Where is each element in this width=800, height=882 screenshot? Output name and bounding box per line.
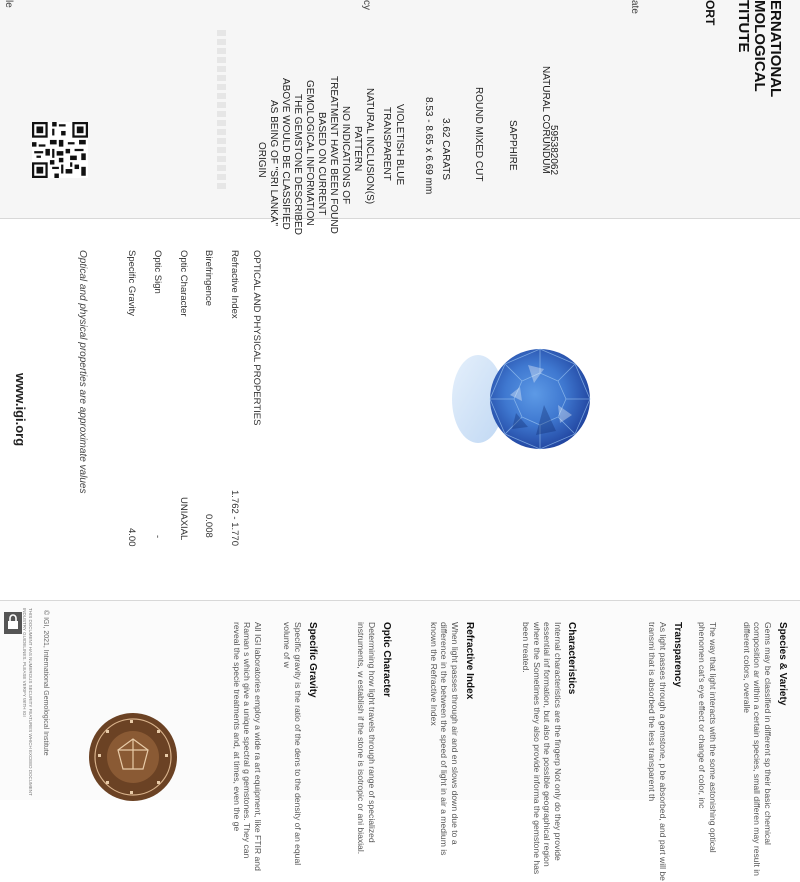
optic-character-text: Determining how light travels through range of specialized instruments, w establish if the stone is isotropic or ani biaxial. bbox=[356, 622, 377, 855]
comment-line: TREATMENT HAVE BEEN FOUND bbox=[328, 76, 339, 234]
specific-gravity-text: Specific gravity is the ratio of the dens to the density of an equal volume of w bbox=[282, 622, 303, 866]
fold-line bbox=[0, 218, 800, 219]
institute-name-line2: MOLOGICAL bbox=[751, 0, 768, 92]
label-fragment: ate bbox=[629, 0, 640, 14]
property-label-optic-character: Optic Character bbox=[178, 250, 189, 317]
species-value: NATURAL CORUNDUM bbox=[540, 66, 551, 174]
label-fragment: cy bbox=[361, 0, 372, 10]
fold-line bbox=[0, 600, 800, 601]
comment-line: THE GEMSTONE DESCRIBED bbox=[292, 94, 303, 235]
color-value: VIOLETISH BLUE bbox=[394, 104, 405, 186]
transparency-value: TRANSPARENT bbox=[381, 107, 392, 181]
refractive-title: Refractive Index bbox=[464, 622, 475, 700]
property-label-optic-sign: Optic Sign bbox=[152, 250, 163, 294]
comment-line: BASED ON CURRENT bbox=[316, 112, 327, 216]
comment-line: ORIGIN bbox=[256, 142, 267, 178]
comment-line: NATURAL INCLUSION(S) bbox=[364, 88, 375, 205]
property-label-specific-gravity: Specific Gravity bbox=[126, 250, 137, 316]
properties-panel bbox=[0, 218, 800, 600]
property-value-refractive-index: 1.762 - 1.770 bbox=[229, 490, 240, 546]
comment-line: AS BEING OF "SRI LANKA" bbox=[268, 100, 279, 227]
properties-note: Optical and physical properties are approximate values bbox=[77, 250, 88, 494]
report-number: 595382062 bbox=[548, 125, 559, 176]
characteristics-title: Characteristics bbox=[566, 622, 577, 695]
interaction-text: The way that light interacts with the some astonishing optical phenomen cat's eye effect or change of color, inc bbox=[697, 622, 718, 853]
comment-line: ABOVE WOULD BE CLASSIFIED bbox=[280, 78, 291, 230]
variety-value: SAPPHIRE bbox=[507, 120, 518, 171]
comment-line: GEMOLOGICAL INFORMATION bbox=[304, 80, 315, 226]
laboratory-text: All IGI laboratories employ a wide ra art equipment, like FTIR and Raman s which give a unique spectral g gemstones. They can reveal the specie treatments and, at times, even the ge bbox=[232, 622, 263, 871]
shape-value: ROUND MIXED CUT bbox=[473, 87, 484, 182]
measurements-value: 8.53 - 8.65 x 6.69 mm bbox=[423, 97, 434, 195]
specific-gravity-title: Specific Gravity bbox=[307, 622, 318, 698]
sapphire-image bbox=[448, 335, 598, 470]
property-label-refractive-index: Refractive Index bbox=[229, 250, 240, 319]
species-title: Species & Variety bbox=[777, 622, 788, 706]
copyright: © IGI, 2021, International Gemological Institute bbox=[42, 610, 49, 756]
properties-title: OPTICAL AND PHYSICAL PROPERTIES bbox=[251, 250, 262, 426]
institute-name-line1: ERNATIONAL bbox=[767, 0, 784, 98]
comment-line: PATTERN bbox=[352, 126, 363, 172]
transparency-title: Transparency bbox=[672, 622, 683, 688]
weight-value: 3.62 CARATS bbox=[440, 118, 451, 181]
comment-line: NO INDICATIONS OF bbox=[340, 106, 351, 205]
characteristics-text: Internal characteristics are the fingerp Not only do they provide essential inf formation, but also the possible geographical region where the Sometimes they also provide informa the gemstone has been treated. bbox=[521, 622, 563, 875]
security-fine-print: THIS DOCUMENT HAS NUMEROUS SECURITY FEATURES WHICH EXCEED DOCUMENT INDUSTRY GUIDELINES. PLEASE VERIFY WITH IGI bbox=[22, 608, 33, 796]
property-value-optic-sign: - bbox=[152, 535, 163, 539]
refractive-text: When light passes through air and en slows down due to a difference in the between the speed of light in air a medium is known the Refractive Index bbox=[429, 622, 460, 856]
watermark-pattern bbox=[215, 30, 229, 200]
property-value-optic-character: UNIAXIAL bbox=[178, 497, 189, 541]
property-label-birefringence: Birefringence bbox=[203, 250, 214, 306]
optic-character-title: Optic Character bbox=[381, 622, 392, 698]
lock-icon bbox=[4, 612, 22, 634]
institute-name-line3: TITUTE bbox=[735, 0, 752, 53]
property-value-birefringence: 0.008 bbox=[203, 514, 214, 538]
igi-seal-icon bbox=[88, 712, 178, 802]
report-title: ORT bbox=[703, 0, 717, 26]
property-value-specific-gravity: 4.00 bbox=[126, 528, 137, 547]
species-text: Gems may be classified in different sp their basic chemical composition ar within a certain species, small differen may result in different colors, overalle bbox=[742, 622, 773, 876]
qr-code-icon bbox=[32, 122, 88, 178]
website-link[interactable]: www.igi.org bbox=[13, 373, 28, 447]
label-fragment: le bbox=[3, 0, 14, 8]
transparency-text: As light passes through a gemstone, p be absorbed, and part will be transmi that is absorbed the less transparent th bbox=[647, 622, 668, 881]
